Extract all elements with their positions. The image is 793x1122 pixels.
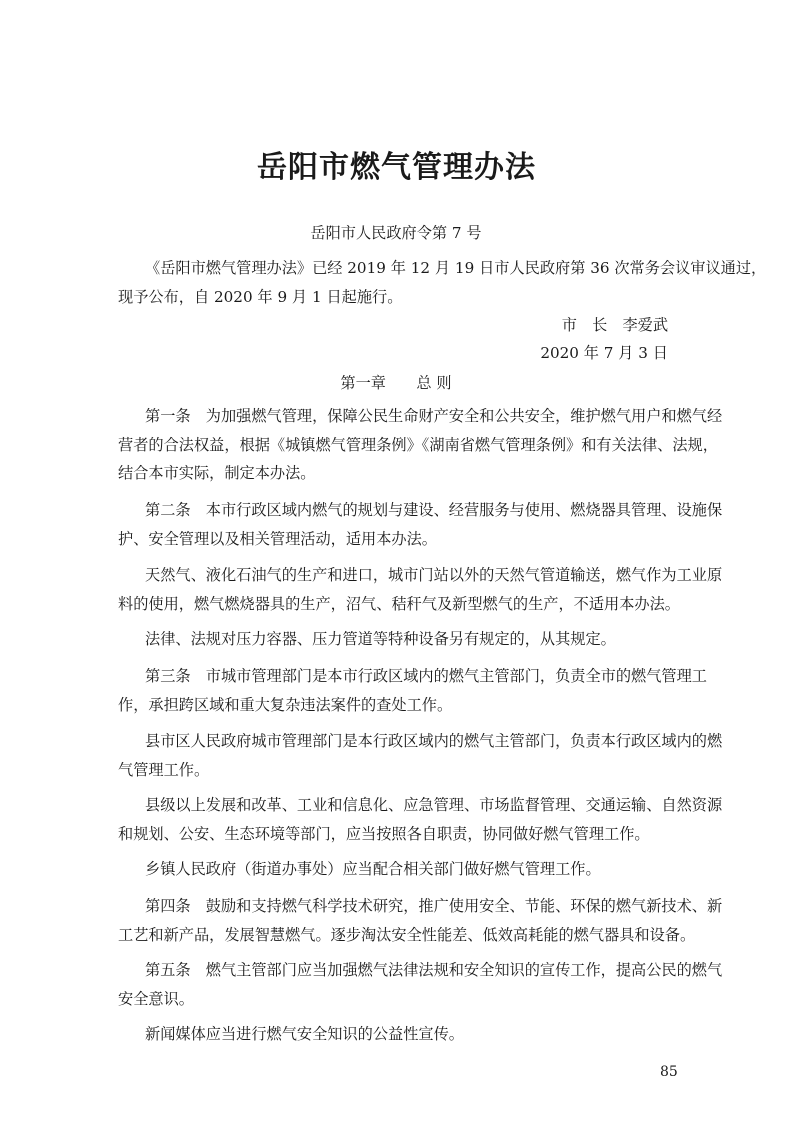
chapter-heading (118, 369, 674, 398)
article-5 (118, 956, 723, 1013)
text-line: 法律、法规对压力容器、压力管道等特种设备另有规定的，从其规定。 (145, 630, 616, 648)
text-line: 护、安全管理以及相关管理活动，适用本办法。 (118, 529, 437, 548)
paragraph (118, 561, 723, 618)
text-line: 工艺和新产品，发展智慧燃气。逐步淘汰安全性能差、低效高耗能的燃气器具和设备。 (118, 925, 696, 944)
text-line: 作，承担跨区域和重大复杂违法案件的查处工作。 (118, 695, 453, 714)
text-line: 县市区人民政府城市管理部门是本行政区域内的燃气主管部门，负责本行政区域内的燃 (145, 732, 723, 750)
mayor-signature (118, 311, 674, 340)
mayor-name: 市 长 李爱武 (561, 316, 668, 334)
text-line: 第五条 燃气主管部门应当加强燃气法律法规和安全知识的宣传工作，提高公民的燃气 (145, 961, 723, 979)
issue-date-text: 2020 年 7 月 3 日 (540, 344, 668, 362)
issue-date (118, 339, 674, 368)
text-line: 县级以上发展和改革、工业和信息化、应急管理、市场监督管理、交通运输、自然资源 (145, 796, 723, 814)
decree-number-text: 岳阳市人民政府令第 7 号 (310, 224, 482, 242)
paragraph (118, 625, 674, 654)
text-line: 乡镇人民政府（街道办事处）应当配合相关部门做好燃气管理工作。 (145, 860, 601, 878)
paragraph (118, 791, 723, 848)
text-line: 气管理工作。 (118, 760, 210, 779)
paragraph (118, 1020, 674, 1049)
article-2 (118, 496, 723, 553)
text-line: 第三条 市城市管理部门是本市行政区域内的燃气主管部门，负责全市的燃气管理工 (145, 667, 707, 685)
text-line: 现予公布，自 2020 年 9 月 1 日起施行。 (118, 287, 403, 306)
article-4 (118, 892, 723, 949)
text-line: 和规划、公安、生态环境等部门，应当按照各自职责，协同做好燃气管理工作。 (118, 824, 650, 843)
text-line: 第二条 本市行政区域内燃气的规划与建设、经营服务与使用、燃烧器具管理、设施保 (145, 501, 723, 519)
text-line: 料的使用，燃气燃烧器具的生产，沼气、秸秆气及新型燃气的生产，不适用本办法。 (118, 594, 680, 613)
page-number: 85 (660, 1064, 678, 1080)
decree-number (118, 219, 674, 248)
promulgation-paragraph (118, 254, 767, 311)
text-line: 营者的合法权益，根据《城镇燃气管理条例》《湖南省燃气管理条例》和有关法律、法规， (118, 435, 718, 454)
document-title: 岳阳市燃气管理办法 (257, 150, 536, 185)
text-line: 天然气、液化石油气的生产和进口，城市门站以外的天然气管道输送，燃气作为工业原 (145, 566, 723, 584)
text-line: 安全意识。 (118, 989, 194, 1008)
text-line: 结合本市实际，制定本办法。 (118, 464, 316, 482)
article-3 (118, 662, 707, 719)
paragraph (118, 727, 723, 784)
text-line: 第一条 为加强燃气管理，保障公民生命财产安全和公共安全，维护燃气用户和燃气经 (145, 407, 723, 425)
text-line: 《岳阳市燃气管理办法》已经 2019 年 12 月 19 日市人民政府第 36 次常务会议审议通过， (145, 259, 767, 277)
article-1 (118, 402, 723, 488)
chapter-heading-text: 第一章 总 则 (340, 374, 452, 392)
text-line: 新闻媒体应当进行燃气安全知识的公益性宣传。 (145, 1025, 464, 1043)
paragraph (118, 855, 674, 884)
text-line: 第四条 鼓励和支持燃气科学技术研究，推广使用安全、节能、环保的燃气新技术、新 (145, 897, 723, 915)
